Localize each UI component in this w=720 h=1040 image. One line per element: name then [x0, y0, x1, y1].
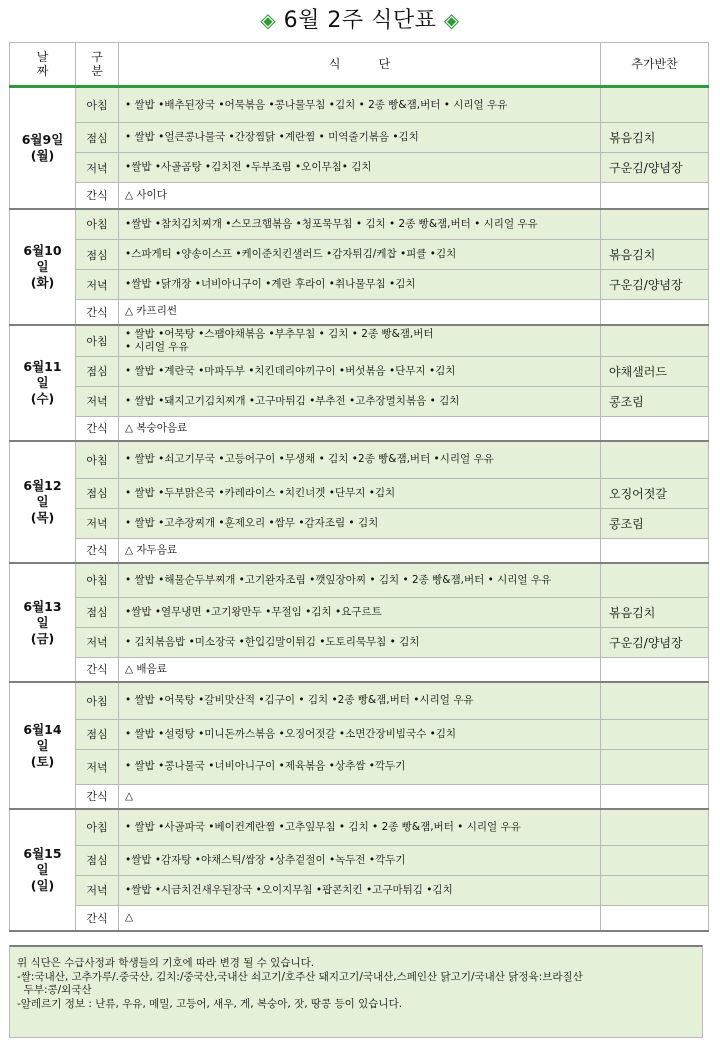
meal-menu: • 쌀밥 •고추장찌개 •훈제오리 •쌈무 •감자조림 • 김치 [119, 508, 601, 538]
meal-type: 아침 [76, 87, 119, 123]
meal-row [10, 905, 709, 931]
meal-type: 저녁 [76, 627, 119, 657]
meal-type: 아침 [76, 441, 119, 478]
meal-menu: • 쌀밥 •쇠고기무국 •고등어구이 •무생채 • 김치 •2종 빵&잼,버터 •시리얼 우유 [119, 441, 601, 478]
meal-row [10, 657, 709, 682]
meal-type: 아침 [76, 682, 119, 719]
note-line: -알레르기 정보 : 난류, 우유, 메밀, 고등어, 새우, 게, 복숭아, 잣, 땅콩 등이 있습니다. [17, 997, 403, 1010]
meal-menu: △ [119, 905, 601, 931]
meal-type: 아침 [76, 209, 119, 240]
extra-side-dish: 볶음김치 [601, 240, 709, 270]
meal-type: 아침 [76, 563, 119, 597]
meal-row [10, 183, 709, 209]
meal-row [10, 809, 709, 845]
extra-side-dish [601, 682, 709, 719]
note-line: 위 식단은 수급사정과 학생들의 기호에 따라 변경 될 수 있습니다. [17, 957, 315, 969]
meal-row [10, 386, 709, 416]
meal-menu: • 쌀밥 •어묵탕 •스팸야채볶음 •부추무침 • 김치 • 2종 빵&잼,버터 • 시리얼 우유 [119, 325, 601, 357]
extra-side-dish [601, 87, 709, 123]
day-label [10, 209, 76, 325]
meal-menu: • 쌀밥 •돼지고기김치찌개 •고구마튀김 •부추전 •고추장멸치볶음 • 김치 [119, 386, 601, 416]
day-label [10, 563, 76, 682]
meal-type: 간식 [76, 183, 119, 209]
meal-type: 아침 [76, 325, 119, 357]
meal-menu: • 쌀밥 •배추된장국 •어묵볶음 •콩나물무침 •김치 • 2종 빵&잼,버터 • 시리얼 우유 [119, 87, 601, 123]
header-menu-label: 식 단 [328, 57, 391, 71]
meal-menu: • 김치볶음밥 •미소장국 •한입김말이튀김 •도토리묵무침 • 김치 [119, 627, 601, 657]
header-extra-label: 추가반찬 [631, 57, 678, 71]
extra-side-dish: 야채샐러드 [601, 356, 709, 386]
meal-row [10, 508, 709, 538]
extra-side-dish [601, 905, 709, 931]
meal-row [10, 153, 709, 183]
extra-side-dish: 콩조림 [601, 508, 709, 538]
header-menu [119, 43, 601, 87]
extra-side-dish [601, 300, 709, 325]
meal-type: 점심 [76, 240, 119, 270]
extra-side-dish [601, 209, 709, 240]
meal-type: 점심 [76, 123, 119, 153]
meal-type: 점심 [76, 719, 119, 749]
meal-type: 간식 [76, 905, 119, 931]
diamond-left-icon: ◈ [260, 8, 277, 32]
meal-type: 저녁 [76, 386, 119, 416]
meal-row [10, 270, 709, 300]
extra-side-dish [601, 784, 709, 809]
day-label-text: 6월15 일 (일) [23, 846, 62, 893]
meal-type: 저녁 [76, 749, 119, 784]
diamond-right-icon: ◈ [443, 8, 460, 32]
extra-side-dish: 구운김/양념장 [601, 270, 709, 300]
meal-row [10, 719, 709, 749]
note-line: 두부:콩/외국산 [17, 984, 92, 996]
meal-type: 점심 [76, 597, 119, 627]
meal-menu: △ 사이다 [119, 183, 601, 209]
header-row [10, 43, 709, 87]
note-line: -쌀:국내산, 고추가루/.중국산, 김치:/중국산,국내산 쇠고기/호주산 돼지고기/국내산,스페인산 닭고기/국내산 닭정육:브라질산 [17, 970, 583, 983]
extra-side-dish: 구운김/양념장 [601, 153, 709, 183]
meal-menu: • 쌀밥 •콩나물국 •너비아니구이 •제육볶음 •상추쌈 •깍두기 [119, 749, 601, 784]
meal-row [10, 209, 709, 240]
meal-menu: •쌀밥 •시금치건새우된장국 •오이지무침 •팝콘치킨 •고구마튀김 •김치 [119, 875, 601, 905]
meal-menu: •쌀밥 •참치김치찌개 •스모크햄볶음 •청포묵무침 • 김치 • 2종 빵&잼,버터 • 시리얼 우유 [119, 209, 601, 240]
meal-type: 아침 [76, 809, 119, 845]
meal-menu: • 쌀밥 •설렁탕 •미니돈까스볶음 •오징어젓갈 •소면간장비빔국수 •김치 [119, 719, 601, 749]
extra-side-dish [601, 845, 709, 875]
meal-menu: •쌀밥 •감자탕 •야채스틱/쌈장 •상추겉절이 •녹두전 •깍두기 [119, 845, 601, 875]
meal-row [10, 240, 709, 270]
day-label [10, 682, 76, 809]
meal-menu: △ 자두음료 [119, 538, 601, 563]
meal-row [10, 356, 709, 386]
extra-side-dish [601, 657, 709, 682]
meal-row [10, 875, 709, 905]
menu-body [10, 87, 709, 932]
meal-menu: • 쌀밥 •두부맑은국 •카레라이스 •치킨너겟 •단무지 •김치 [119, 478, 601, 508]
meal-type: 간식 [76, 657, 119, 682]
meal-row [10, 325, 709, 357]
meal-type: 저녁 [76, 153, 119, 183]
meal-menu: •쌀밥 •사골곰탕 •김치전 •두부조림 •오이무침• 김치 [119, 153, 601, 183]
extra-side-dish [601, 749, 709, 784]
day-label-text: 6월9일 (월) [21, 131, 64, 163]
meal-row [10, 845, 709, 875]
meal-row [10, 627, 709, 657]
meal-menu: △ [119, 784, 601, 809]
day-label [10, 87, 76, 209]
meal-type: 저녁 [76, 508, 119, 538]
extra-side-dish [601, 719, 709, 749]
notes-box [9, 945, 703, 1038]
meal-row [10, 300, 709, 325]
header-type [76, 43, 119, 87]
header-type-label: 구 분 [91, 50, 103, 78]
extra-side-dish: 구운김/양념장 [601, 627, 709, 657]
extra-side-dish [601, 183, 709, 209]
meal-type: 간식 [76, 300, 119, 325]
day-label-text: 6월10 일 (화) [23, 242, 62, 290]
meal-row [10, 563, 709, 597]
meal-type: 점심 [76, 478, 119, 508]
meal-menu: •스파게티 •양송이스프 •케이준치킨샐러드 •감자튀김/케찹 •피클 •김치 [119, 240, 601, 270]
extra-side-dish [601, 416, 709, 441]
extra-side-dish [601, 538, 709, 563]
meal-type: 간식 [76, 538, 119, 563]
meal-row [10, 597, 709, 627]
day-label-text: 6월12 일 (목) [23, 478, 62, 525]
meal-menu: • 쌀밥 •해물순두부찌개 •고기완자조림 •깻잎장아찌 • 김치 • 2종 빵&잼,버터 • 시리얼 우유 [119, 563, 601, 597]
meal-type: 저녁 [76, 875, 119, 905]
meal-row [10, 441, 709, 478]
day-label [10, 325, 76, 442]
meal-type: 간식 [76, 416, 119, 441]
day-label-text: 6월11 일 (수) [23, 358, 62, 406]
page-title [0, 4, 720, 37]
meal-row [10, 784, 709, 809]
day-label [10, 441, 76, 563]
extra-side-dish [601, 325, 709, 357]
meal-type: 점심 [76, 845, 119, 875]
meal-menu: △ 카프리썬 [119, 300, 601, 325]
meal-row [10, 682, 709, 719]
meal-row [10, 416, 709, 441]
meal-menu: △ 배음료 [119, 657, 601, 682]
meal-menu: • 쌀밥 •얼큰콩나물국 •간장찜닭 •계란찜 • 미역줄기볶음 •김치 [119, 123, 601, 153]
extra-side-dish: 볶음김치 [601, 597, 709, 627]
meal-menu: • 쌀밥 •어묵탕 •갈비맛산적 •김구이 • 김치 •2종 빵&잼,버터 •시리얼 우유 [119, 682, 601, 719]
meal-row [10, 123, 709, 153]
menu-table [9, 42, 709, 932]
meal-type: 저녁 [76, 270, 119, 300]
meal-row [10, 538, 709, 563]
header-date-label: 날 짜 [36, 50, 49, 78]
meal-row [10, 87, 709, 123]
meal-type: 간식 [76, 784, 119, 809]
meal-row [10, 749, 709, 784]
extra-side-dish [601, 809, 709, 845]
page-title-text: 6월 2주 식단표 [283, 8, 437, 33]
meal-type: 점심 [76, 356, 119, 386]
header-extra [601, 43, 709, 87]
day-label-text: 6월13 일 (금) [23, 598, 62, 646]
meal-menu: • 쌀밥 •사골파국 •베이컨계란찜 •고추잎무침 • 김치 • 2종 빵&잼,버터 • 시리얼 우유 [119, 809, 601, 845]
meal-menu: •쌀밥 •닭개장 •너비아니구이 •계란 후라이 •취나물무침 •김치 [119, 270, 601, 300]
meal-menu: •쌀밥 •열무냉면 •고기왕만두 •무절임 •김치 •요구르트 [119, 597, 601, 627]
extra-side-dish [601, 875, 709, 905]
extra-side-dish [601, 441, 709, 478]
header-date [10, 43, 76, 87]
meal-menu: • 쌀밥 •계란국 •마파두부 •치킨데리야끼구이 •버섯볶음 •단무지 •김치 [119, 356, 601, 386]
extra-side-dish [601, 563, 709, 597]
extra-side-dish: 콩조림 [601, 386, 709, 416]
day-label [10, 809, 76, 931]
day-label-text: 6월14 일 (토) [23, 721, 62, 769]
extra-side-dish: 볶음김치 [601, 123, 709, 153]
meal-row [10, 478, 709, 508]
extra-side-dish: 오징어젓갈 [601, 478, 709, 508]
meal-menu: △ 복숭아음료 [119, 416, 601, 441]
